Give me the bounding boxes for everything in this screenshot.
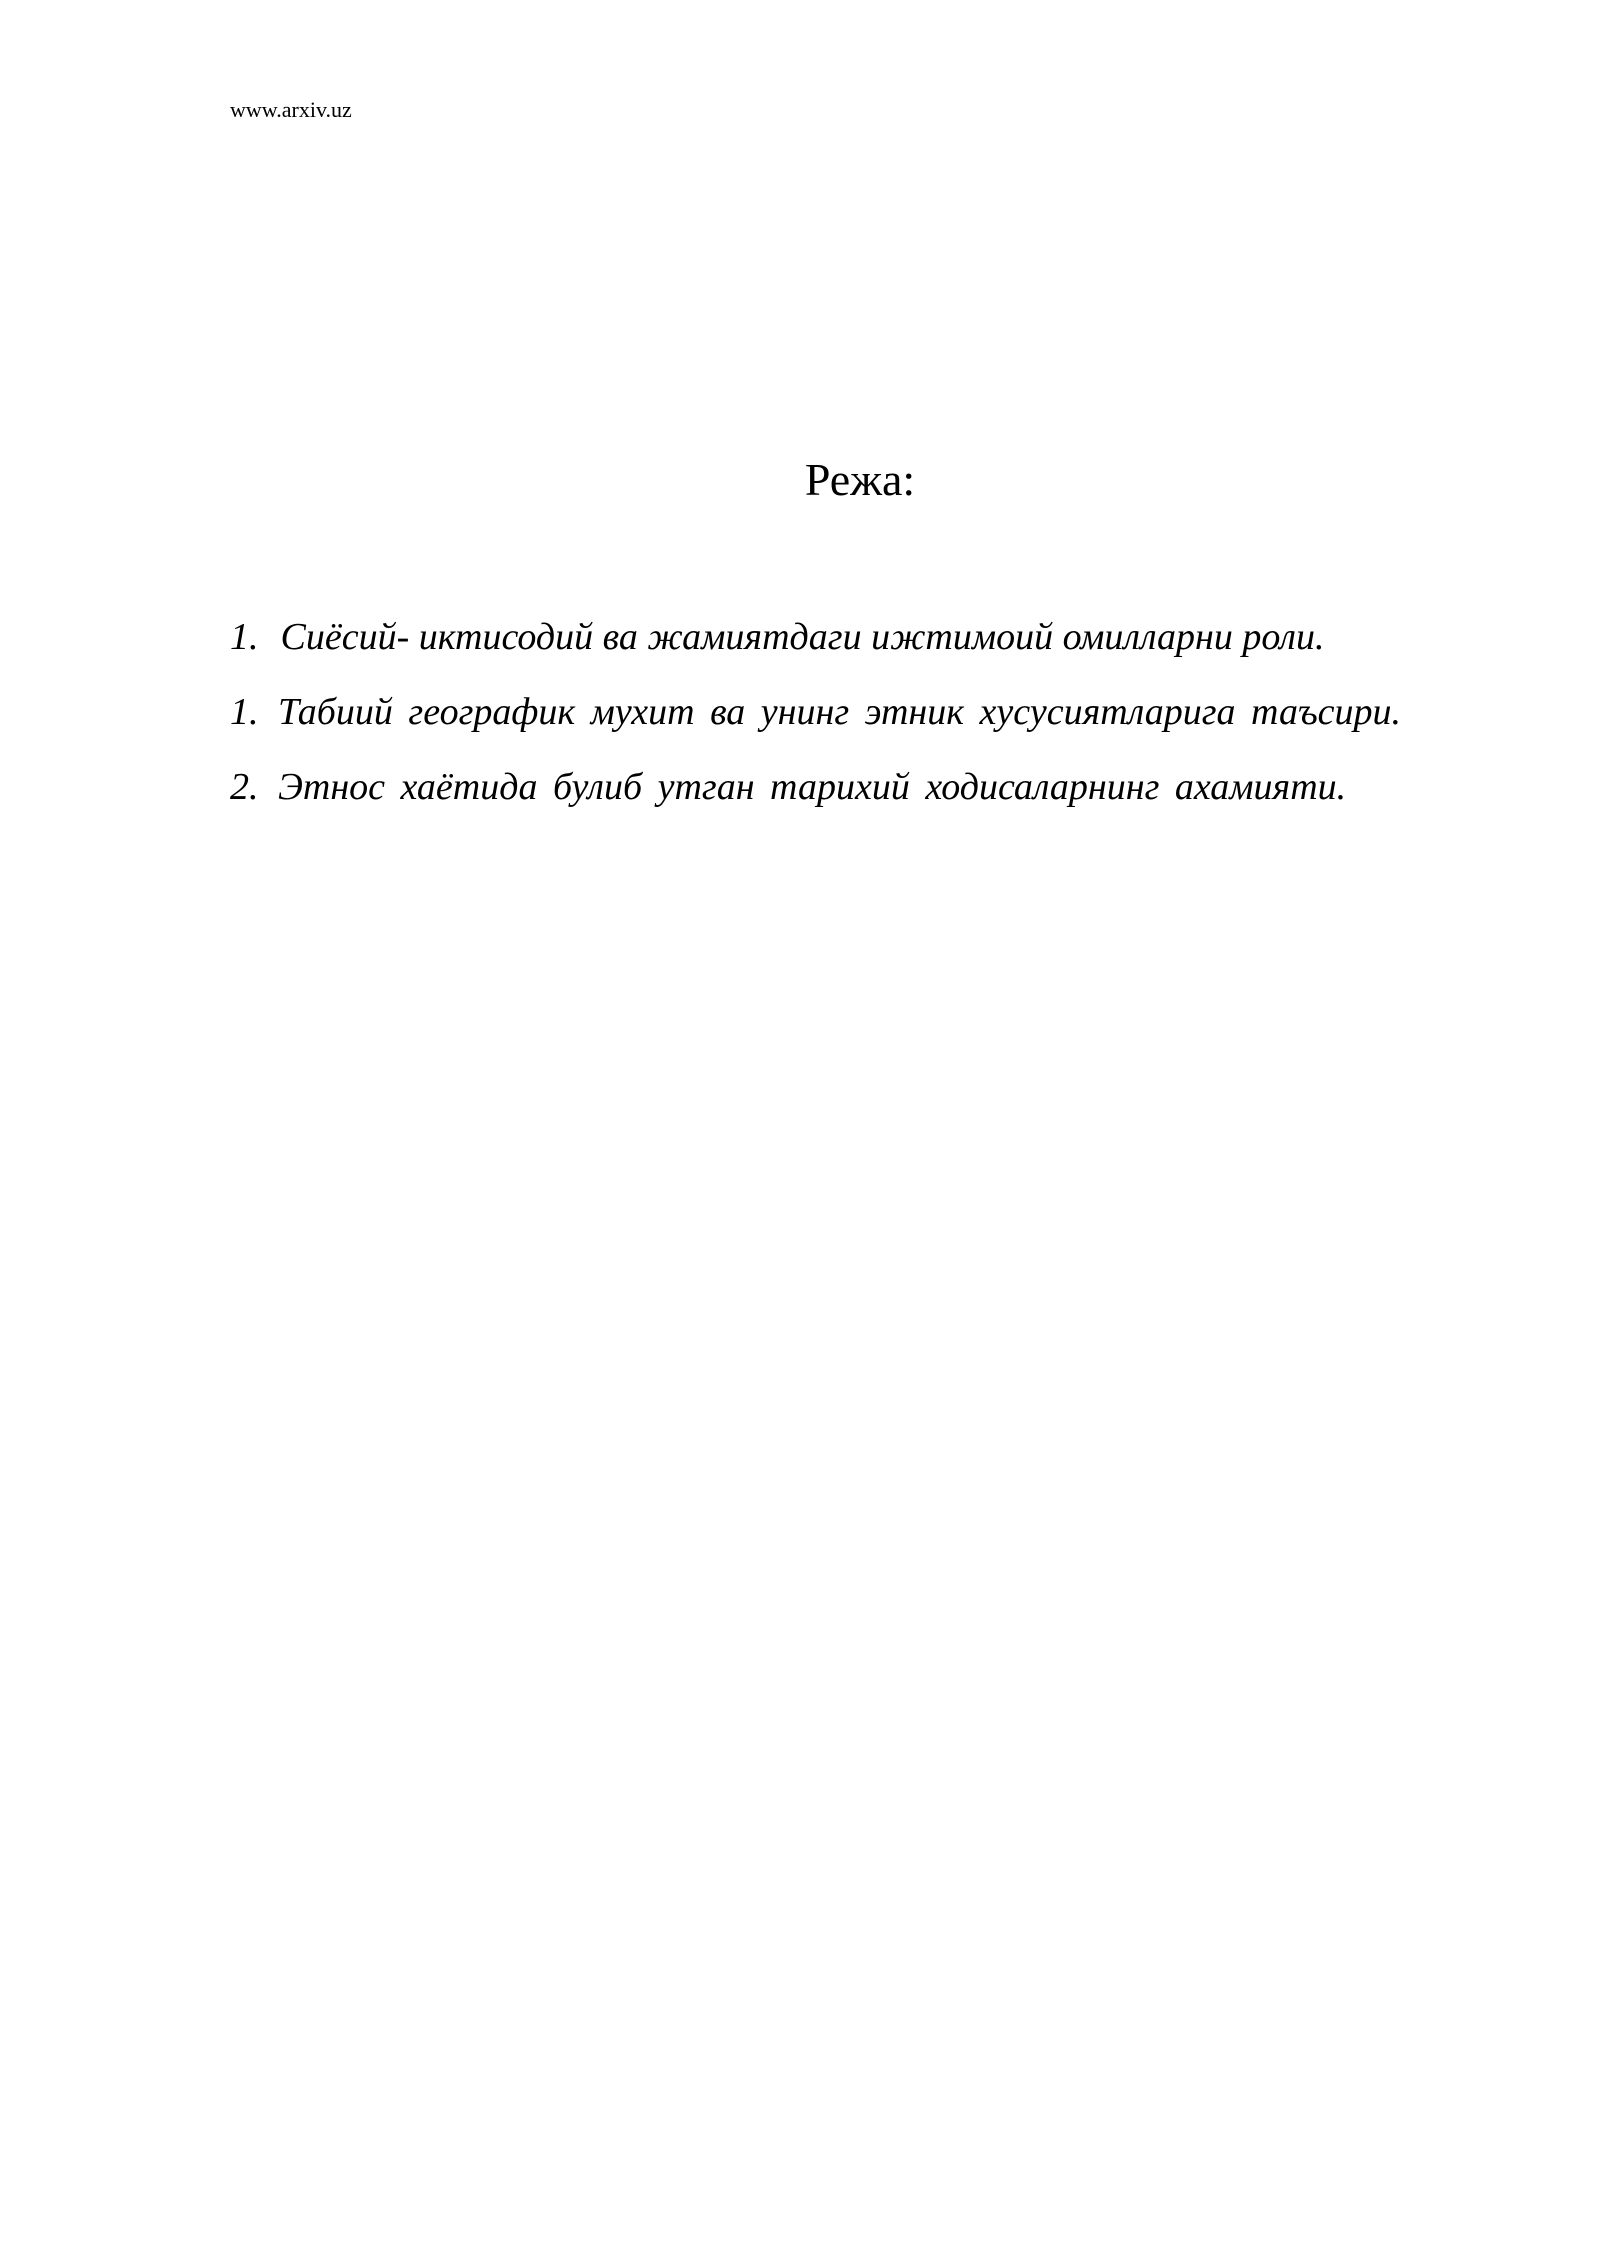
header-url: www.arxiv.uz (230, 97, 352, 122)
list-item (230, 750, 1460, 825)
list-item-number: 2. (230, 766, 259, 808)
plan-list (230, 600, 1460, 825)
list-item-text: Сиёсий- иктисодий ва жамиятдаги ижтимоий омилларни роли. (280, 616, 1325, 658)
list-item (230, 675, 1460, 750)
list-item-text: Этнос хаётида булиб утган тарихий ходисаларнинг ахамияти. (278, 766, 1347, 808)
list-item-text: Табиий географик мухит ва унинг этник хусусиятларига таъсири. (278, 691, 1402, 733)
list-item-number: 1. (230, 691, 259, 733)
plan-title: Режа: (804, 454, 916, 505)
list-item (230, 600, 1460, 675)
list-item-number: 1. (230, 616, 259, 658)
